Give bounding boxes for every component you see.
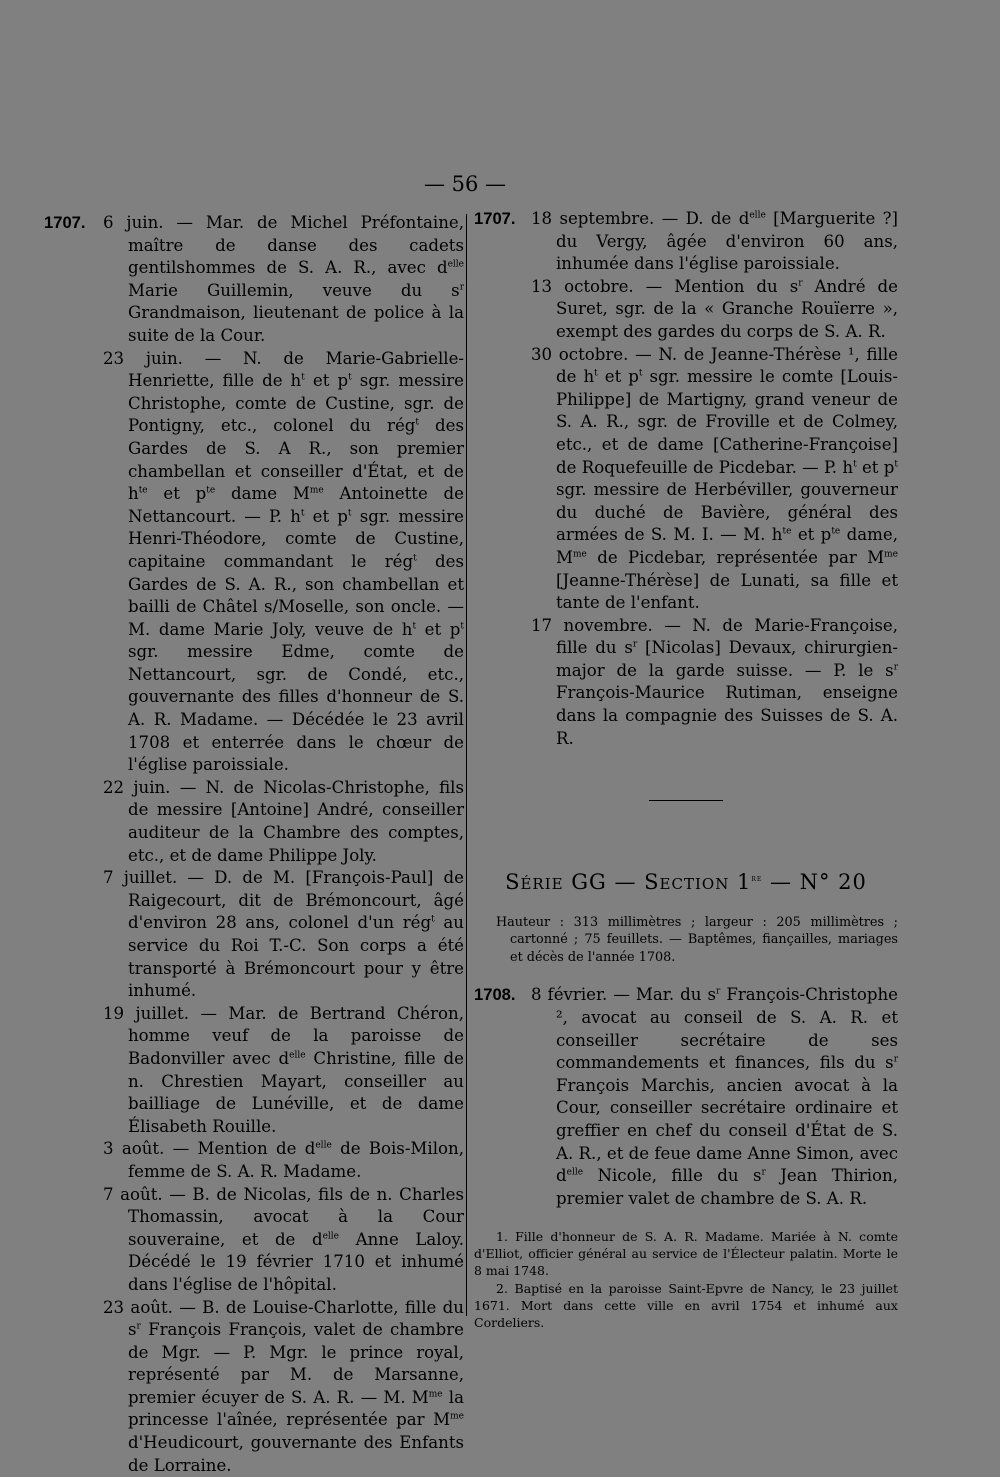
right-entry-3 (474, 615, 898, 751)
entry-text: 19 juillet. — Mar. de Bertrand Chéron, homme veuf de la paroisse de Badonviller avec $d^{elle}$ Christine, fille de n. Chrestien Mayart, conseiller au bailliage de Lunéville, et de dame Élisabeth Rouille. (103, 1004, 464, 1136)
entry-year: 1708. (474, 984, 516, 1007)
entry-1708 (474, 984, 898, 1210)
series-heading: Série GG — Section 1re — N° 20 (474, 871, 898, 894)
left-entry-6 (44, 1184, 464, 1297)
right-entry-1 (474, 276, 898, 344)
footnotes (474, 1228, 898, 1331)
right-entry-0 (474, 208, 898, 276)
entry-text: 6 juin. — Mar. de Michel Préfontaine, maître de danse des cadets gentilshommes de S. A. R., avec $d^{elle}$ Marie Guillemin, veuve du $s^r$ Grandmaison, lieutenant de police à la suite de la Cour. (103, 213, 464, 345)
right-entry-2 (474, 344, 898, 615)
entry-text: 23 juin. — N. de Marie-Gabrielle-Henriette, fille de $h^t$ et $p^t$ sgr. messire Christophe, comte de Custine, sgr. de Pontigny, etc., colonel du rég$^t$ des Gardes de S. A R., son premier chambellan et conseiller d'État, et de $h^{te}$ et $p^{te}$ dame $M^{me}$ Antoinette de Nettancourt. — P. $h^t$ et $p^t$ sgr. messire Henri-Théodore, comte de Custine, capitaine commandant le rég$^t$ des Gardes de S. A. R., son chambellan et bailli de Châtel s/Moselle, son oncle. — M. dame Marie Joly, veuve de $h^t$ et $p^t$ sgr. messire Edme, comte de Nettancourt, sgr. de Condé, etc., gouvernante des filles d'honneur de S. A. R. Madame. — Décédée le 23 avril 1708 et enterrée dans le chœur de l'église paroissiale. (103, 349, 464, 775)
section-separator (649, 800, 723, 801)
left-entry-1 (44, 348, 464, 777)
entry-year: 1707. (474, 208, 516, 231)
entry-text: 7 août. — B. de Nicolas, fils de n. Charles Thomassin, avocat à la Cour souveraine, et de $d^{elle}$ Anne Laloy. Décédé le 19 février 1710 et inhumé dans l'église de l'hôpital. (103, 1185, 464, 1294)
entry-text: 7 juillet. — D. de M. [François-Paul] de Raigecourt, dit de Brémoncourt, âgé d'environ 28 ans, colonel d'un rég$^t$ au service du Roi T.-C. Son corps a été transporté à Brémoncourt pour y être inhumé. (103, 868, 464, 1000)
left-entry-5 (44, 1138, 464, 1183)
entry-year: 1707. (44, 212, 86, 235)
entry-text: 30 octobre. — N. de Jeanne-Thérèse ¹, fille de $h^t$ et $p^t$ sgr. messire le comte [Louis-Philippe] de Martigny, grand veneur de S. A. R., sgr. de Froville et de Colmey, etc., et de dame [Catherine-Françoise] de Roquefeuille de Picdebar. — P. $h^t$ et $p^t$ sgr. messire de Herbéviller, gouverneur du duché de Bavière, général des armées de S. M. I. — M. $h^{te}$ et $p^{te}$ dame, $M^{me}$ de Picdebar, représentée par $M^{me}$ [Jeanne-Thérèse] de Lunati, sa fille et tante de l'enfant. (531, 345, 898, 613)
left-entry-7 (44, 1297, 464, 1477)
left-entry-0 (44, 212, 464, 348)
entry-text: 13 octobre. — Mention du $s^r$ André de Suret, sgr. de la « Granche Rouïerre », exempt des gardes du corps de S. A. R. (531, 277, 898, 341)
left-entry-4 (44, 1003, 464, 1139)
entry-text: 18 septembre. — D. de $d^{elle}$ [Marguerite ?] du Vergy, âgée d'environ 60 ans, inhumée dans l'église paroissiale. (531, 209, 898, 273)
right-column (474, 208, 898, 1332)
entry-text: 8 février. — Mar. du $s^r$ François-Christophe ², avocat au conseil de S. A. R. et conseiller secrétaire de ses commandements et finances, fils du $s^r$ François Marchis, ancien avocat à la Cour, conseiller secrétaire ordinaire et greffier en chef du conseil d'État de S. A. R., et de feue dame Anne Simon, avec $d^{elle}$ Nicole, fille du $s^r$ Jean Thirion, premier valet de chambre de S. A. R. (531, 985, 898, 1207)
left-entry-2 (44, 777, 464, 867)
left-column (44, 212, 464, 1477)
column-divider (466, 214, 467, 1316)
page-number: — 56 — (400, 172, 530, 196)
register-description: Hauteur : 313 millimètres ; largeur : 205 millimètres ; cartonné ; 75 feuillets. — Baptêmes, fiançailles, mariages et décès de l'année 1708. (496, 914, 898, 967)
entry-text: 17 novembre. — N. de Marie-Françoise, fille du $s^r$ [Nicolas] Devaux, chirurgien-major de la garde suisse. — P. le $s^r$ François-Maurice Rutiman, enseigne dans la compagnie des Suisses de S. A. R. (531, 616, 898, 748)
footnote-2: 2. Baptisé en la paroisse Saint-Epvre de Nancy, le 23 juillet 1671. Mort dans cette ville en avril 1754 et inhumé aux Cordeliers. (474, 1280, 898, 1331)
entry-text: 3 août. — Mention de $d^{elle}$ de Bois-Milon, femme de S. A. R. Madame. (103, 1139, 464, 1181)
left-entry-3 (44, 867, 464, 1003)
footnote-1: 1. Fille d'honneur de S. A. R. Madame. Mariée à N. comte d'Elliot, officier général au service de l'Électeur palatin. Morte le 8 mai 1748. (474, 1228, 898, 1279)
entry-text: 22 juin. — N. de Nicolas-Christophe, fils de messire [Antoine] André, conseiller auditeur de la Chambre des comptes, etc., et de dame Philippe Joly. (103, 778, 464, 865)
entry-text: 23 août. — B. de Louise-Charlotte, fille du $s^r$ François François, valet de chambre de Mgr. — P. Mgr. le prince royal, représenté par M. de Marsanne, premier écuyer de S. A. R. — M. $M^{me}$ la princesse l'aînée, représentée par $M^{me}$ d'Heudicourt, gouvernante des Enfants de Lorraine. (103, 1298, 464, 1475)
